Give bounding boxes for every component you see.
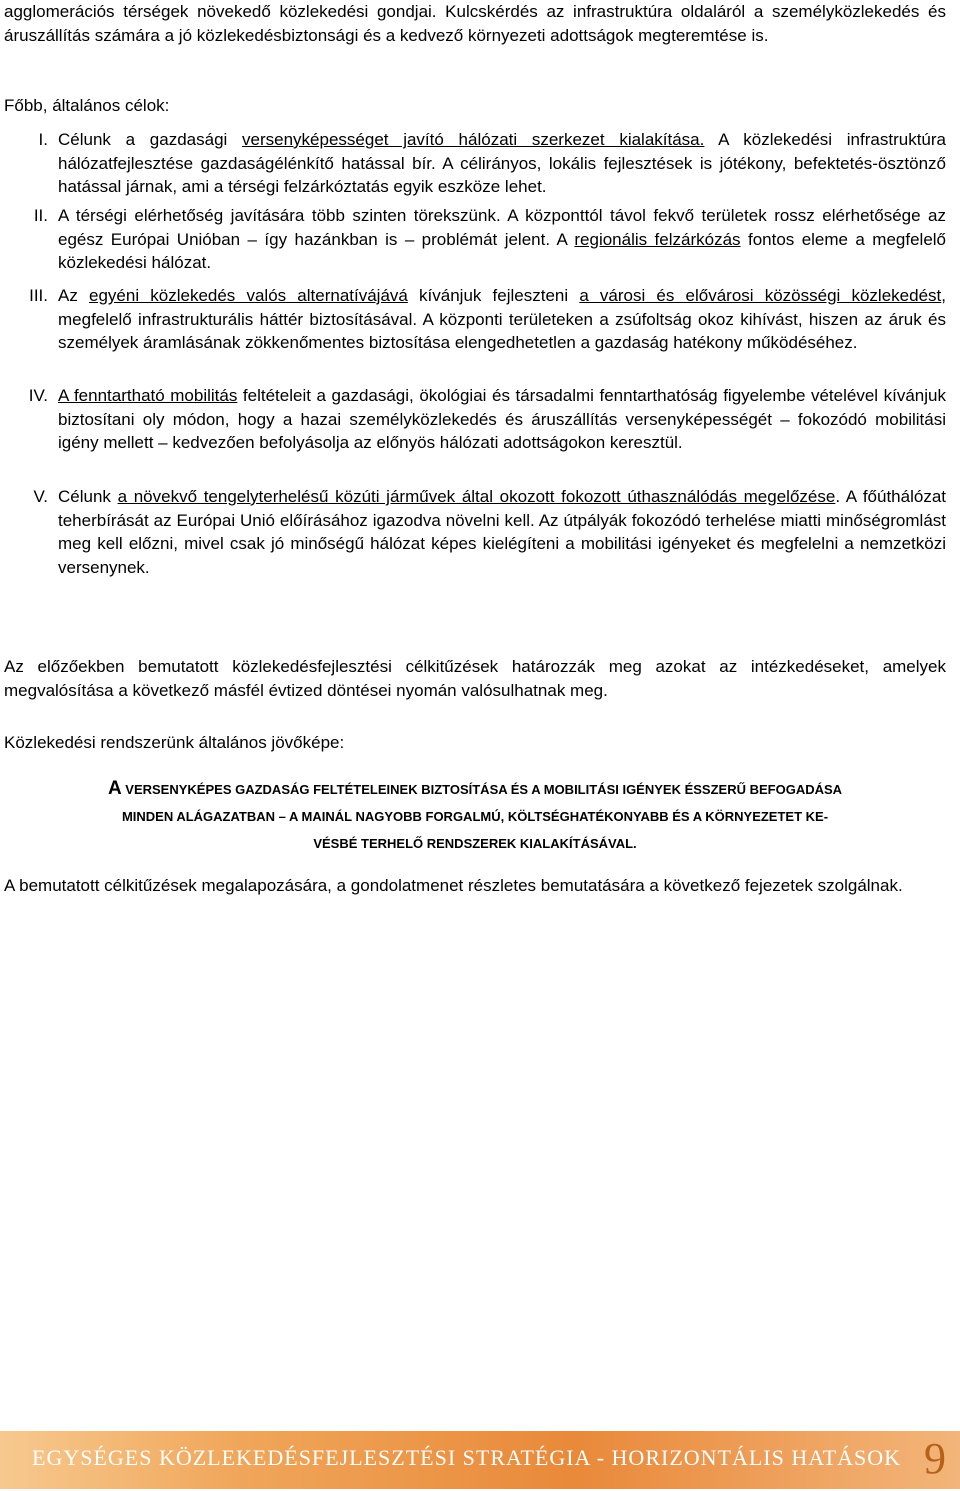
targets-paragraph: Az előzőekben bemutatott közlekedésfejlesztési célkitűzések határozzák meg azokat az intézkedéseket, amelyek megvalósítása a következő másfél évtized döntései nyomán valósulhatnak meg. xyxy=(4,657,946,700)
goal-text xyxy=(58,384,946,455)
goal-underlined-phrase: a városi és elővárosi közösségi közlekedést xyxy=(579,286,942,305)
vision-line-3: VÉSBÉ TERHELŐ RENDSZEREK KIALAKÍTÁSÁVAL. xyxy=(313,836,637,851)
vision-line-1-text: VERSENYKÉPES GAZDASÁG FELTÉTELEINEK BIZTOSÍTÁSA ÉS A MOBILITÁSI IGÉNYEK ÉSSZERŰ BEFOGADÁSA xyxy=(121,782,843,797)
vision-statement xyxy=(4,775,946,857)
goal-text-segment: feltételeit a gazdasági, ökológiai és társadalmi fenntarthatóság figyelembe vételével kívánjuk biztosítani oly módon, hogy a hazai személyközlekedés és áruszállítás versenyképességét – fokozódó mobilitási igény mellett – kedvezően befolyásolja az előnyös hálózati adottságokon keresztül. xyxy=(58,386,946,453)
vision-line-1 xyxy=(4,775,946,803)
goal-text-segment: Célunk xyxy=(58,487,118,506)
goal-text-segment: kívánjuk fejleszteni xyxy=(407,286,580,305)
goal-number: II. xyxy=(33,206,48,225)
goal-underlined-phrase: A fenntartható mobilitás xyxy=(58,386,238,405)
footer-title: EGYSÉGES KÖZLEKEDÉSFEJLESZTÉSI STRATÉGIA - HORIZONTÁLIS HATÁSOK xyxy=(32,1445,902,1470)
page-footer-banner xyxy=(0,1431,960,1489)
page-number: 9 xyxy=(924,1434,946,1483)
goal-text xyxy=(58,128,946,199)
goal-underlined-phrase: egyéni közlekedés valós alternatívájává xyxy=(89,286,408,305)
closing-paragraph: A bemutatott célkitűzések megalapozására, a gondolatmenet részletes bemutatására a következő fejezetek szolgálnak. xyxy=(4,876,903,895)
goal-underlined-phrase: a növekvő tengelyterhelésű közúti járművek által okozott fokozott úthasználódás megelőzése xyxy=(117,487,836,506)
goal-underlined-phrase: versenyképességet javító hálózati szerkezet kialakítása. xyxy=(242,130,705,149)
goal-text-segment: Célunk a gazdasági xyxy=(58,130,243,149)
intro-paragraph: agglomerációs térségek növekedő közlekedési gondjai. Kulcskérdés az infrastruktúra oldaláról a személyközlekedés és áruszállítás számára a jó közlekedésbiztonsági és a kedvező környezeti adottságok megteremtése is. xyxy=(4,2,946,45)
goal-text-segment: , megfelelő infrastrukturális háttér biztosításával. A központi területeken a zsúfoltság okoz kihívást, hiszen az áruk és személyek áramlásának zökkenőmentes biztosítása elengedhetetlen a gazdaság hatékony működéséhez. xyxy=(58,286,946,353)
vision-first-letter: A xyxy=(107,778,122,799)
goal-text xyxy=(58,204,946,275)
goal-text xyxy=(58,485,946,579)
goal-text-segment: A közlekedési infrastruktúra hálózatfejlesztése gazdaságélénkítő hatással bír. A célirányos, lokális fejlesztések is jótékony, befektetés-ösztönző hatással járnak, ami a térségi felzárkóztatás egyik eszköze lehet. xyxy=(58,130,946,197)
vision-line-2: MINDEN ALÁGAZATBAN – A MAINÁL NAGYOBB FORGALMÚ, KÖLTSÉGHATÉKONYABB ÉS A KÖRNYEZETET KE- xyxy=(121,809,829,824)
goal-text-segment: . A főúthálózat teherbírását az Európai Unió előírásához igazodva növelni kell. Az útpályák fokozódó terhelése miatti minőségromlást meg kell előzni, mivel csak jó minőségű hálózat képes kielégíteni a mobilitási igényeket és megfelelni a nemzetközi versenynek. xyxy=(58,487,947,577)
goal-number: IV. xyxy=(28,386,48,405)
goals-heading: Főbb, általános célok: xyxy=(4,96,170,115)
goal-number: I. xyxy=(38,130,48,149)
goal-number: V. xyxy=(33,487,48,506)
goal-underlined-phrase: regionális felzárkózás xyxy=(574,229,741,249)
goal-text-segment: fontos eleme a megfelelő közlekedési hálózat. xyxy=(58,229,947,273)
goal-number: III. xyxy=(29,286,48,305)
goal-text-segment: Az xyxy=(58,286,89,305)
goal-text xyxy=(58,284,946,355)
vision-heading: Közlekedési rendszerünk általános jövőképe: xyxy=(4,733,345,752)
goal-text-segment: A térségi elérhetőség javítására több szinten törekszünk. A központtól távol fekvő területek rossz elérhetősége az egész Európai Unióban – így hazánkban is – problémát jelent. A xyxy=(58,206,946,249)
